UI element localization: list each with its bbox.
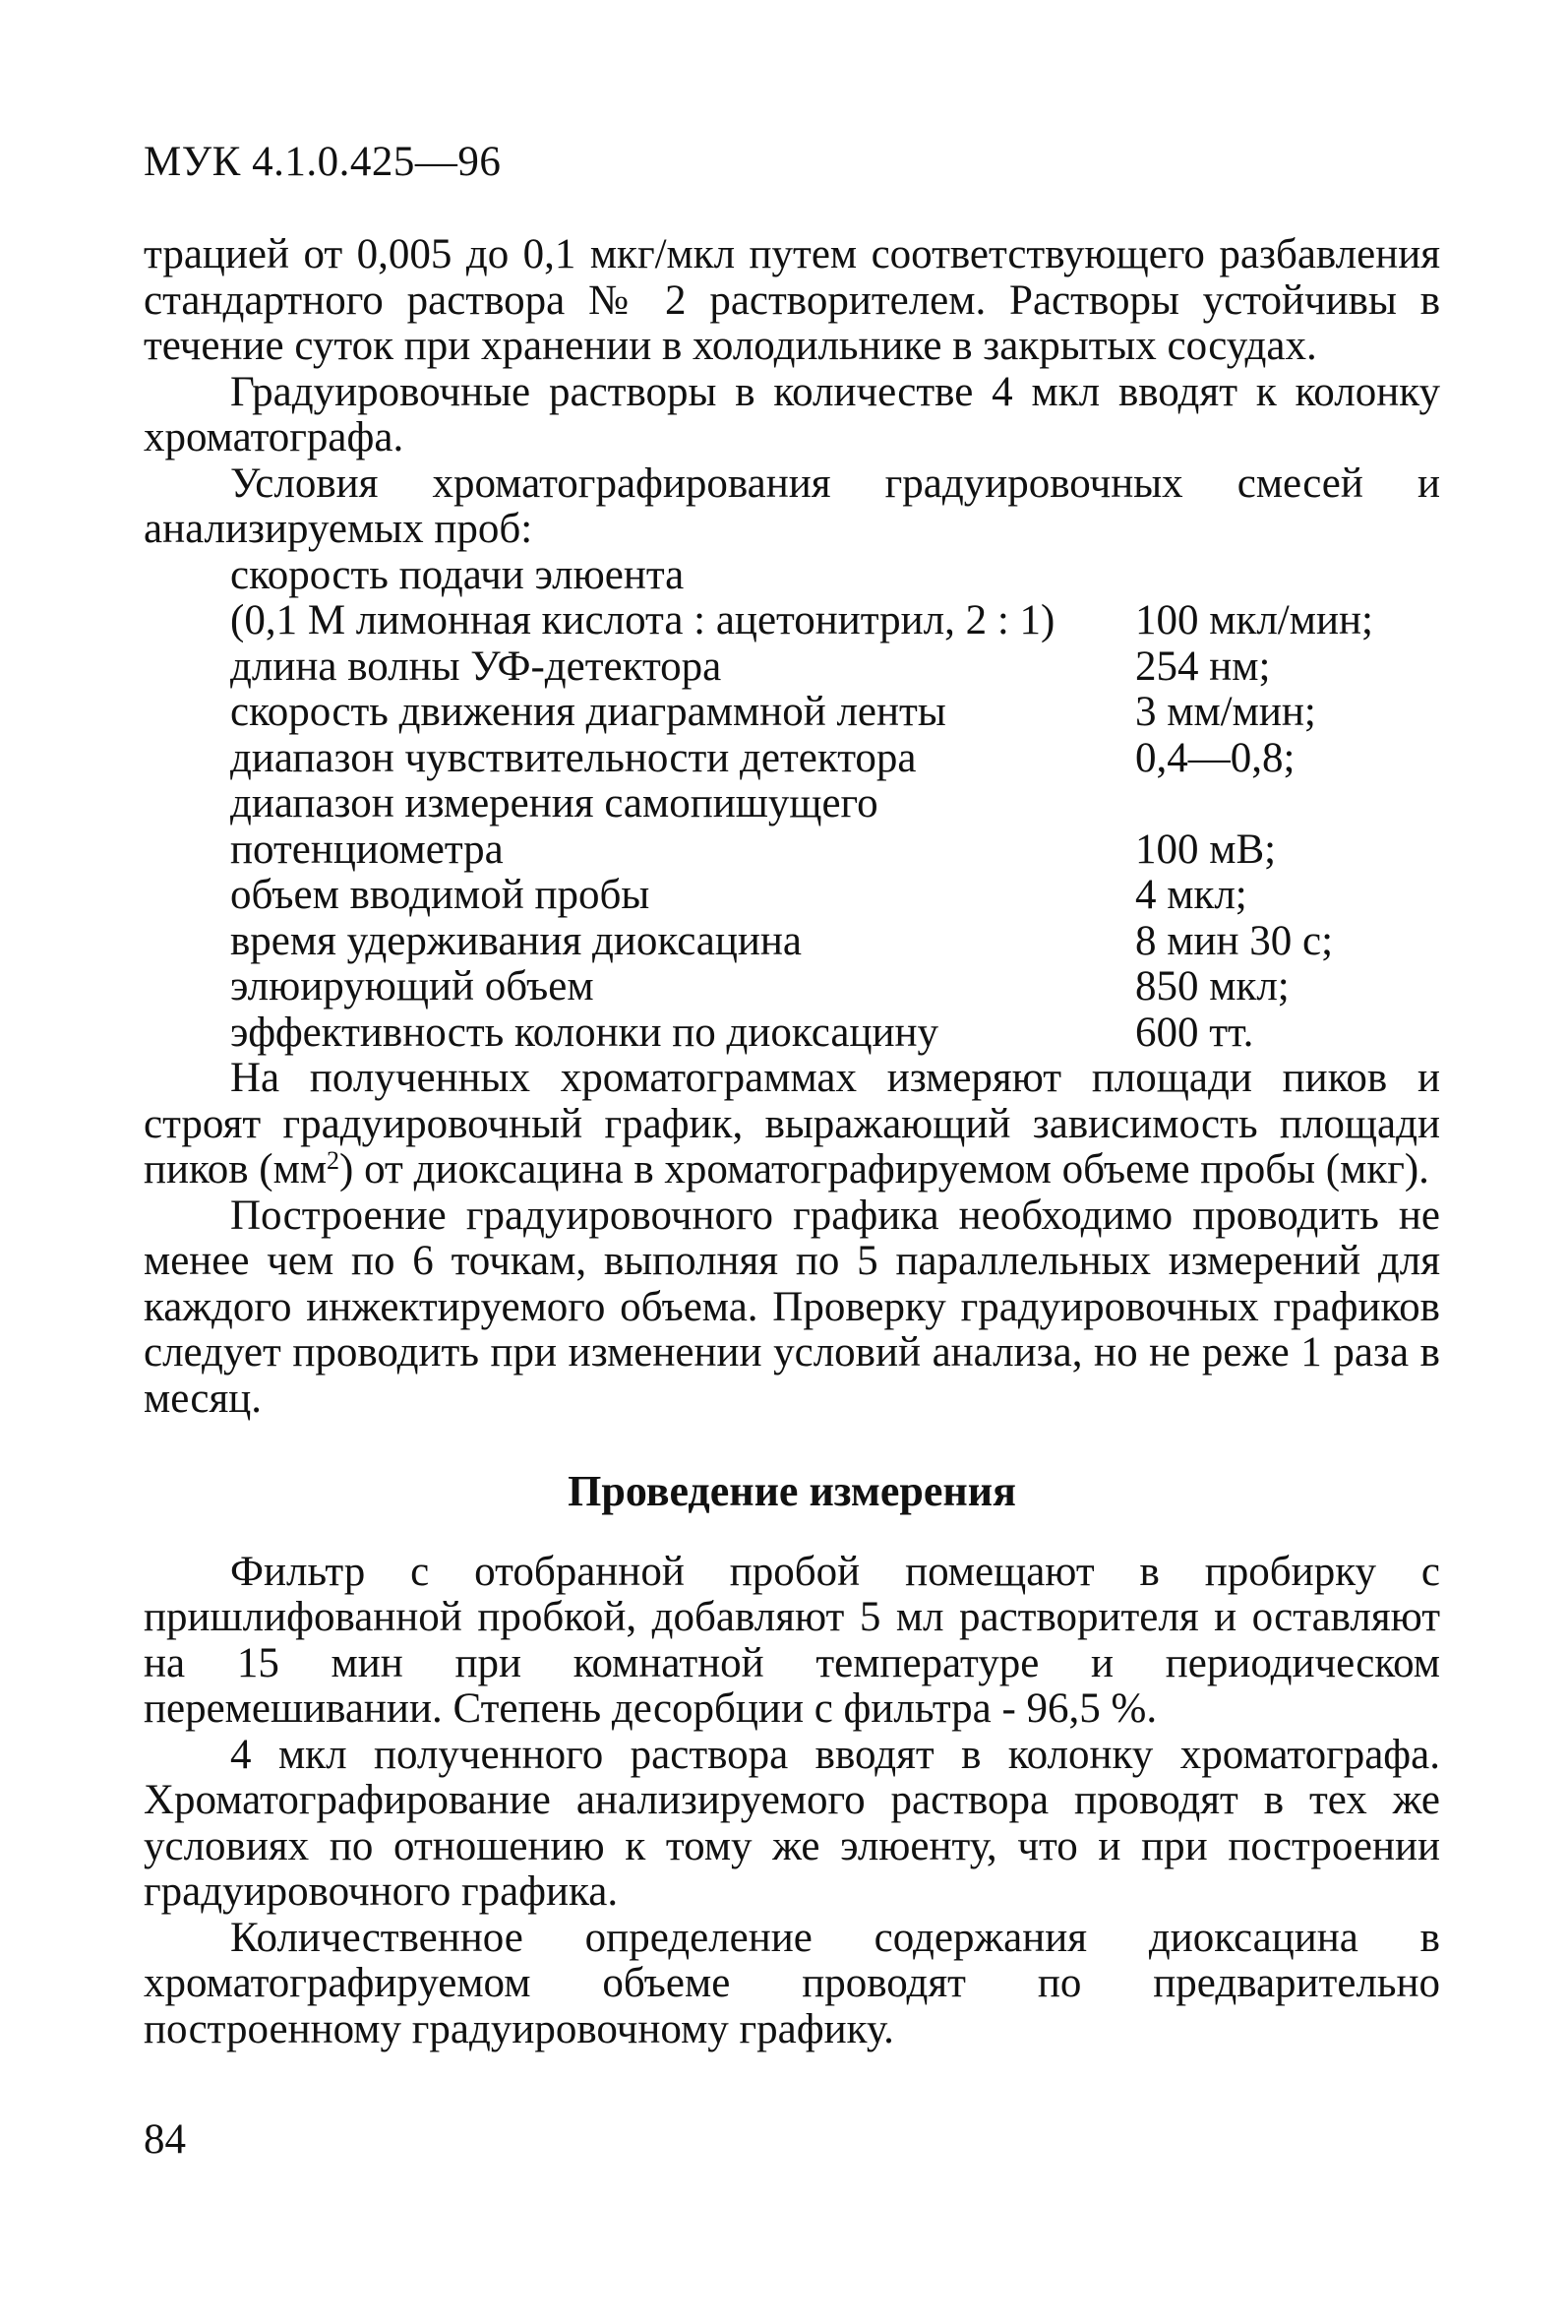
condition-row <box>230 690 1440 736</box>
condition-label: диапазон чувствительности детектора <box>230 734 917 781</box>
condition-value: 600 тт. <box>1135 1009 1254 1056</box>
superscript-squared: 2 <box>327 1146 340 1175</box>
condition-value: 0,4—0,8; <box>1135 734 1296 781</box>
condition-value: 8 мин 30 с; <box>1135 917 1334 964</box>
condition-value: 254 нм; <box>1135 642 1271 690</box>
chromatography-conditions-list <box>144 553 1440 1057</box>
condition-row <box>230 919 1440 965</box>
page-body <box>144 232 1440 2052</box>
condition-value: 100 мкл/мин; <box>1135 597 1373 643</box>
condition-label: объем вводимой пробы <box>230 872 650 918</box>
section-heading-measurement: Проведение измерения <box>568 1467 1016 1515</box>
paragraph-peak-area-text-start: На полученных хроматограммах измеряют площади пиков и строят градуировочный график, выражающий зависимость площади пиков (мм <box>144 1055 1440 1193</box>
paragraph-peak-area-text-end: ) от диоксацина в хроматографируемом объеме пробы (мкг). <box>339 1146 1429 1193</box>
condition-label: диапазон измерения самопишущего <box>230 780 878 826</box>
condition-row <box>230 781 1440 827</box>
paragraph-quantitative-determination: Количественное определение содержания диоксацина в хроматографируемом объеме проводят по предварительно построенному градуировочному графику. <box>144 1914 1440 2052</box>
paragraph-filter-desorption: Фильтр с отобранной пробой помещают в пробирку с пришлифованной пробкой, добавляют 5 мл растворителя и оставляют на 15 мин при комнатной температуре и периодическом перемешивании. Степень десорбции с фильтра - 96,5 %. <box>144 1548 1440 1732</box>
paragraph-sample-injection: 4 мкл полученного раствора вводят в колонку хроматографа. Хроматографирование анализируемого раствора проводят в тех же условиях по отношению к тому же элюенту, что и при построении градуировочного графика. <box>144 1731 1440 1915</box>
condition-label: (0,1 М лимонная кислота : ацетонитрил, 2 : 1) <box>230 597 1055 643</box>
condition-row <box>230 644 1440 691</box>
condition-row <box>230 873 1440 919</box>
condition-row <box>230 598 1440 644</box>
condition-row <box>230 736 1440 782</box>
condition-value: 100 мВ; <box>1135 826 1277 873</box>
condition-row <box>230 964 1440 1010</box>
condition-label: скорость подачи элюента <box>230 551 685 598</box>
condition-row <box>230 1010 1440 1057</box>
document-code-header: МУК 4.1.0.425—96 <box>144 139 502 185</box>
condition-label: эффективность колонки по диоксацину <box>230 1009 938 1056</box>
paragraph-solution-dilution: трацией от 0,005 до 0,1 мкг/мкл путем соответствующего разбавления стандартного раствора № 2 растворителем. Растворы устойчивы в течение суток при хранении в холодильнике в закрытых сосудах. <box>144 231 1440 369</box>
condition-value: 4 мкл; <box>1135 872 1247 918</box>
condition-label: потенциометра <box>230 826 504 873</box>
page-number: 84 <box>144 2116 186 2163</box>
paragraph-conditions-intro: Условия хроматографирования градуировочных смесей и анализируемых проб: <box>144 459 1440 552</box>
condition-row <box>230 827 1440 874</box>
condition-row <box>230 553 1440 599</box>
condition-value: 3 мм/мин; <box>1135 689 1316 735</box>
paragraph-peak-area-graph <box>144 1056 1440 1193</box>
condition-label: длина волны УФ-детектора <box>230 642 722 690</box>
condition-label: скорость движения диаграммной ленты <box>230 689 946 735</box>
condition-label: время удерживания диоксацина <box>230 917 803 964</box>
condition-label: элюирующий объем <box>230 963 594 1009</box>
paragraph-injection-volume: Градуировочные растворы в количестве 4 мкл вводят к колонку хроматографа. <box>144 368 1440 460</box>
paragraph-calibration-requirements: Построение градуировочного графика необходимо проводить не менее чем по 6 точкам, выполняя по 5 параллельных измерений для каждого инжектируемого объема. Проверку градуировочных графиков следует проводить при изменении условий анализа, но не реже 1 раза в месяц. <box>144 1192 1440 1422</box>
condition-value: 850 мкл; <box>1135 963 1290 1009</box>
